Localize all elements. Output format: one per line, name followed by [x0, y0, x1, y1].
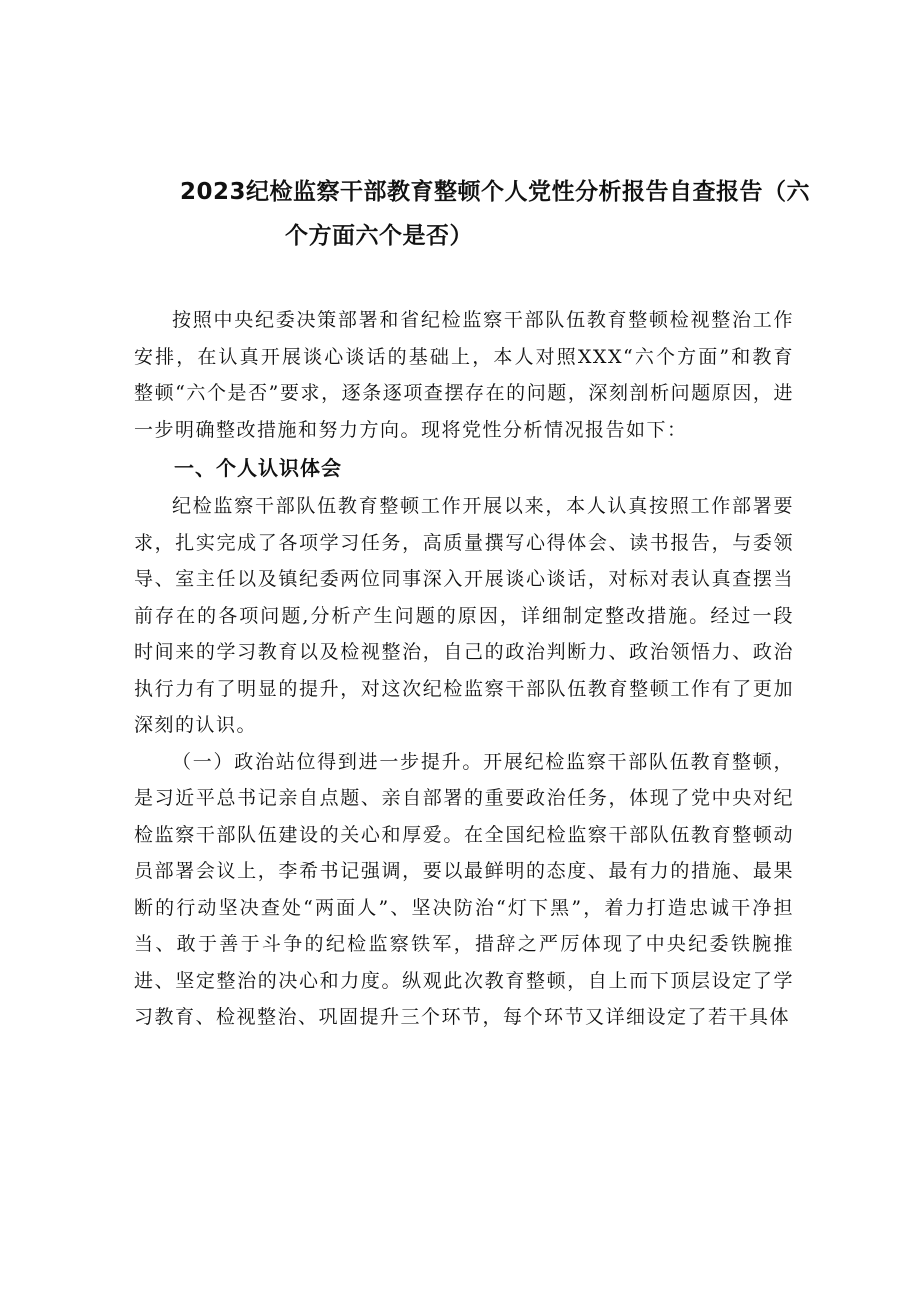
- document-body: [134, 302, 794, 1036]
- document-title: [180, 170, 820, 258]
- title-line-2: 个方面六个是否）: [285, 223, 473, 249]
- section-heading: 一、个人认识体会: [174, 456, 342, 480]
- title-line-1: 2023纪检监察干部教育整顿个人党性分析报告自查报告（六: [180, 179, 811, 205]
- subsection-paragraph: （一）政治站位得到进一步提升。开展纪检监察干部队伍教育整顿，是习近平总书记亲自点题、亲自部署的重要政治任务，体现了党中央对纪检监察干部队伍建设的关心和厚爱。在全国纪检监察干部队伍教育整顿动员部署会议上，李希书记强调，要以最鲜明的态度、最有力的措施、最果断的行动坚决查处“两面人”、坚决防治“灯下黑”，着力打造忠诚干净担当、敢于善于斗争的纪检监察铁军，措辞之严厉体现了中央纪委铁腕推进、坚定整治的决心和力度。纵观此次教育整顿，自上而下顶层设定了学习教育、检视整治、巩固提升三个环节，每个环节又详细设定了若干具体: [134, 750, 794, 1028]
- intro-paragraph: 按照中央纪委决策部署和省纪检监察干部队伍教育整顿检视整治工作安排，在认真开展谈心谈话的基础上，本人对照XXX“六个方面”和教育整顿“六个是否”要求，逐条逐项查摆存在的问题，深刻剖析问题原因，进一步明确整改措施和努力方向。现将党性分析情况报告如下：: [134, 309, 794, 441]
- section-paragraph: 纪检监察干部队伍教育整顿工作开展以来，本人认真按照工作部署要求，扎实完成了各项学习任务，高质量撰写心得体会、读书报告，与委领导、室主任以及镇纪委两位同事深入开展谈心谈话，对标对表认真查摆当前存在的各项问题,分析产生问题的原因，详细制定整改措施。经过一段时间来的学习教育以及检视整治，自己的政治判断力、政治领悟力、政治执行力有了明显的提升，对这次纪检监察干部队伍教育整顿工作有了更加深刻的认识。: [134, 495, 794, 736]
